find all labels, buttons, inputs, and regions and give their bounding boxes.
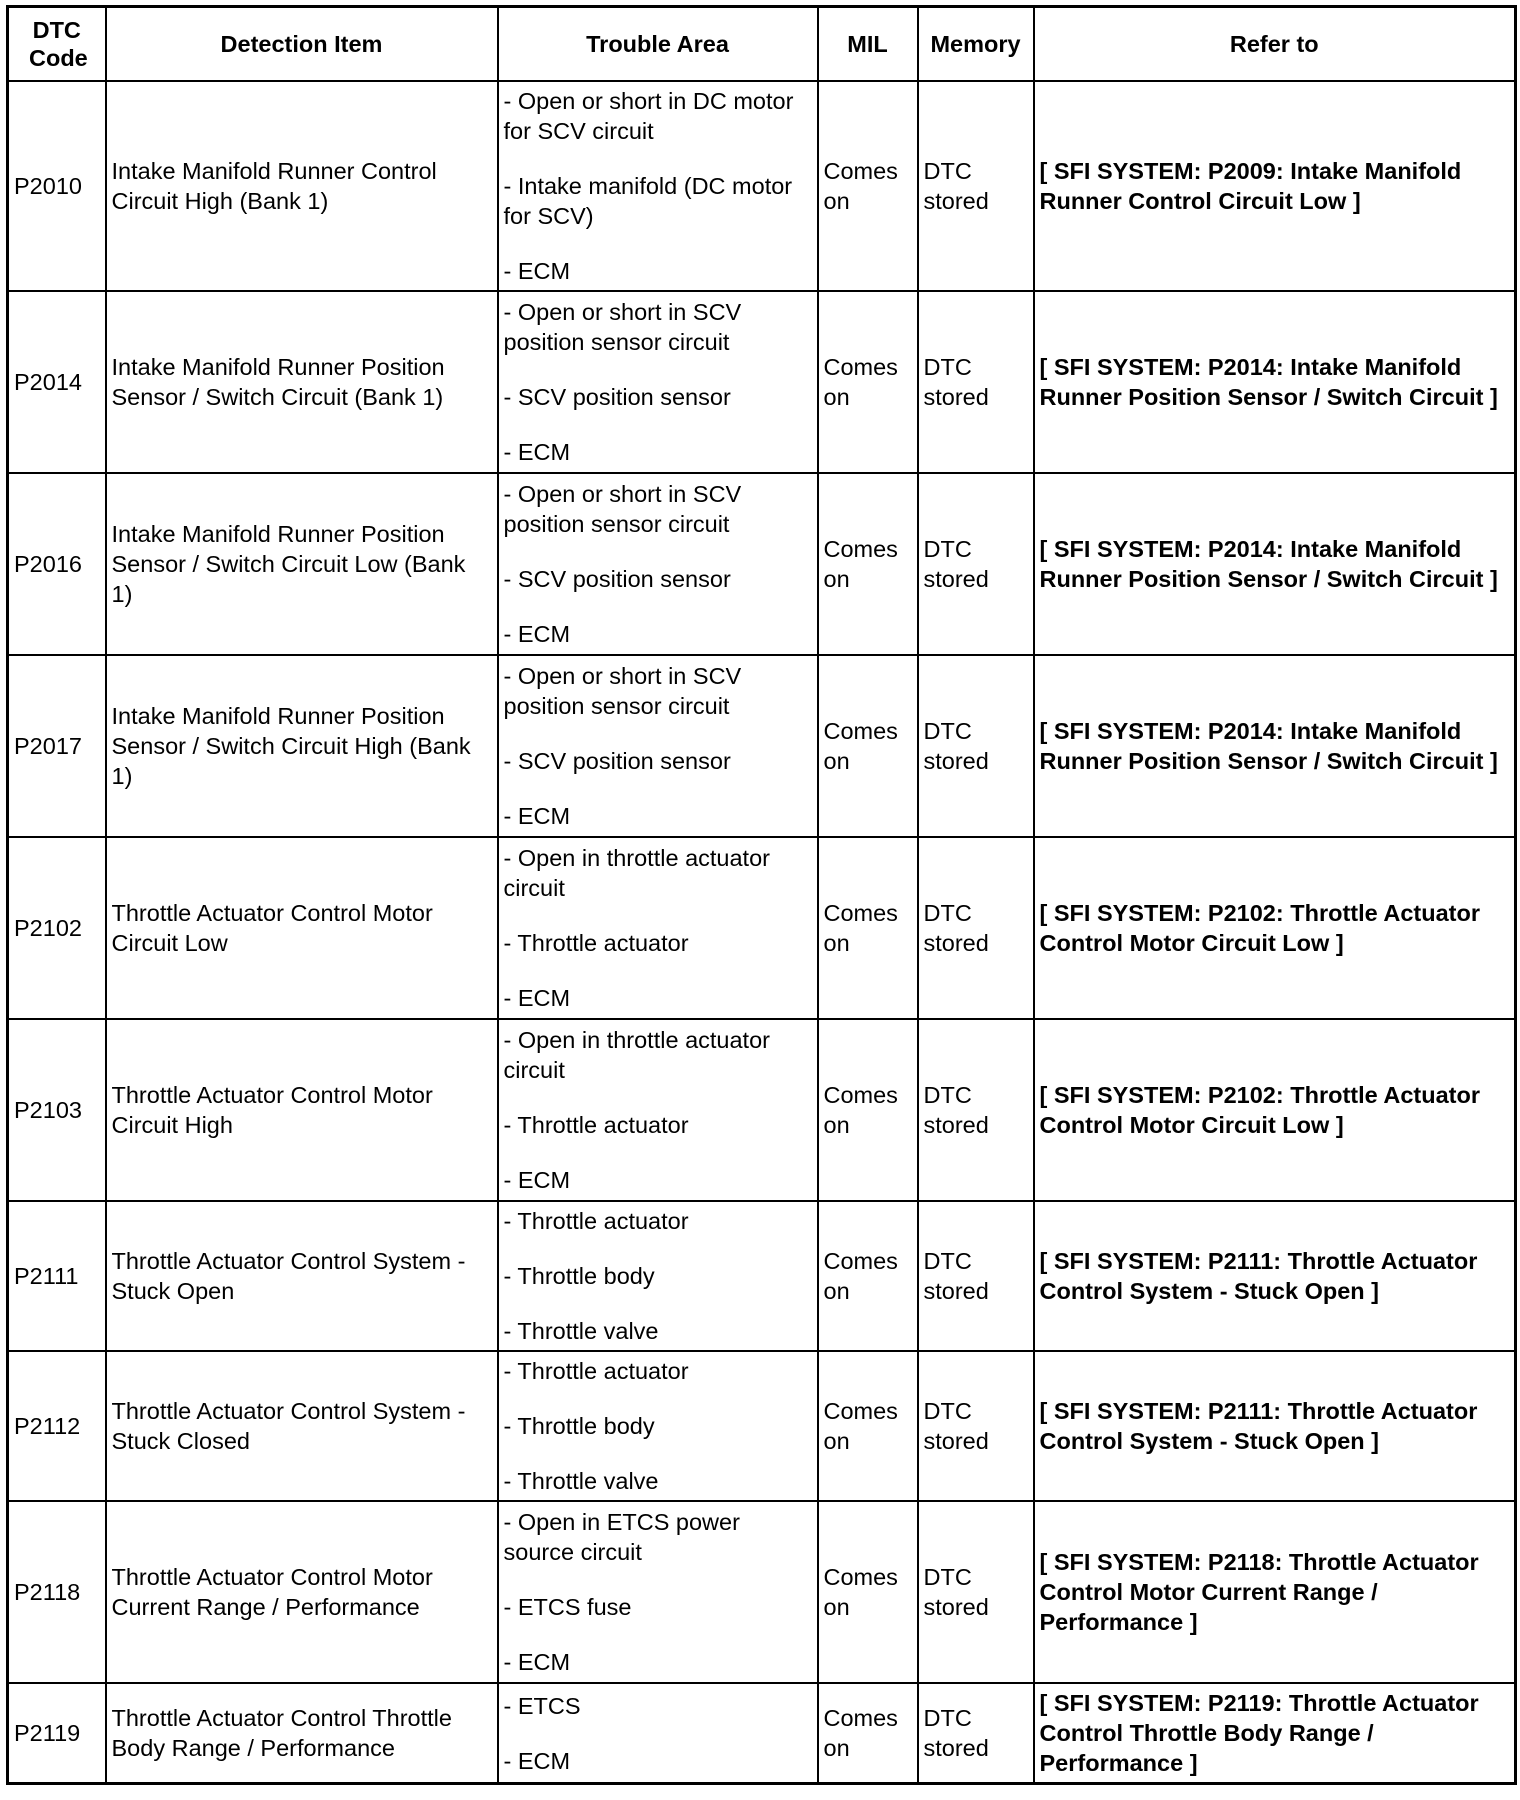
trouble-area-cell <box>498 1019 818 1201</box>
table-row <box>8 1501 1516 1683</box>
mil-cell: Comes on <box>818 1501 918 1683</box>
dtc-code-cell: P2017 <box>8 655 106 837</box>
memory-cell: DTC stored <box>918 473 1034 655</box>
trouble-area-line: - Throttle actuator <box>503 1112 689 1138</box>
table-row <box>8 1201 1516 1351</box>
detection-item-cell: Throttle Actuator Control Motor Current Range / Performance <box>106 1501 498 1683</box>
trouble-area-line: - ETCS fuse <box>503 1594 632 1620</box>
memory-cell: DTC stored <box>918 1351 1034 1501</box>
detection-item-cell: Throttle Actuator Control Motor Circuit Low <box>106 837 498 1019</box>
trouble-area-cell <box>498 291 818 473</box>
refer-to-link[interactable]: [ SFI SYSTEM: P2102: Throttle Actuator Control Motor Circuit Low ] <box>1034 1019 1516 1201</box>
trouble-area-line: - Throttle valve <box>503 1468 659 1494</box>
trouble-area-cell <box>498 1683 818 1784</box>
refer-to-link[interactable]: [ SFI SYSTEM: P2118: Throttle Actuator Control Motor Current Range / Performance ] <box>1034 1501 1516 1683</box>
dtc-code-cell: P2111 <box>8 1201 106 1351</box>
trouble-area-line: - SCV position sensor <box>503 566 731 592</box>
trouble-area-cell <box>498 837 818 1019</box>
trouble-area-line: - ECM <box>503 985 571 1011</box>
trouble-area-line: - SCV position sensor <box>503 384 731 410</box>
trouble-area-line: - Throttle actuator <box>503 930 689 956</box>
detection-item-cell: Throttle Actuator Control System - Stuck Open <box>106 1201 498 1351</box>
detection-item-cell: Intake Manifold Runner Position Sensor / Switch Circuit High (Bank 1) <box>106 655 498 837</box>
dtc-code-cell: P2103 <box>8 1019 106 1201</box>
detection-item-cell: Throttle Actuator Control Throttle Body Range / Performance <box>106 1683 498 1784</box>
table-row <box>8 1683 1516 1784</box>
trouble-area-cell <box>498 655 818 837</box>
trouble-area-cell <box>498 81 818 291</box>
trouble-area-line: - Open or short in DC motor for SCV circuit <box>503 88 794 144</box>
dtc-code-cell: P2016 <box>8 473 106 655</box>
memory-cell: DTC stored <box>918 655 1034 837</box>
mil-cell: Comes on <box>818 837 918 1019</box>
dtc-code-cell: P2014 <box>8 291 106 473</box>
table-row <box>8 473 1516 655</box>
refer-to-link[interactable]: [ SFI SYSTEM: P2014: Intake Manifold Runner Position Sensor / Switch Circuit ] <box>1034 291 1516 473</box>
mil-cell: Comes on <box>818 1019 918 1201</box>
detection-item-cell: Throttle Actuator Control System - Stuck Closed <box>106 1351 498 1501</box>
trouble-area-line: - Throttle valve <box>503 1318 659 1344</box>
mil-cell: Comes on <box>818 291 918 473</box>
memory-cell: DTC stored <box>918 1201 1034 1351</box>
dtc-code-cell: P2102 <box>8 837 106 1019</box>
trouble-area-cell <box>498 1351 818 1501</box>
dtc-code-cell: P2010 <box>8 81 106 291</box>
trouble-area-cell <box>498 473 818 655</box>
header-trouble-area: Trouble Area <box>498 7 818 82</box>
header-detection-item: Detection Item <box>106 7 498 82</box>
memory-cell: DTC stored <box>918 1501 1034 1683</box>
header-dtc-code: DTC Code <box>8 7 106 82</box>
trouble-area-line: - Throttle body <box>503 1263 655 1289</box>
table-row <box>8 1019 1516 1201</box>
trouble-area-line: - ECM <box>503 621 571 647</box>
trouble-area-line: - Intake manifold (DC motor for SCV) <box>503 173 793 229</box>
mil-cell: Comes on <box>818 473 918 655</box>
dtc-table <box>6 5 1517 1785</box>
trouble-area-line: - Throttle actuator <box>503 1358 689 1384</box>
header-refer-to: Refer to <box>1034 7 1516 82</box>
trouble-area-line: - Open in ETCS power source circuit <box>503 1509 740 1565</box>
dtc-chart-sheet <box>6 5 1517 1785</box>
header-row <box>8 7 1516 82</box>
refer-to-link[interactable]: [ SFI SYSTEM: P2119: Throttle Actuator Control Throttle Body Range / Performance ] <box>1034 1683 1516 1784</box>
dtc-code-cell: P2112 <box>8 1351 106 1501</box>
trouble-area-line: - ECM <box>503 1747 571 1774</box>
mil-cell: Comes on <box>818 1351 918 1501</box>
mil-cell: Comes on <box>818 81 918 291</box>
detection-item-cell: Throttle Actuator Control Motor Circuit High <box>106 1019 498 1201</box>
detection-item-cell: Intake Manifold Runner Control Circuit High (Bank 1) <box>106 81 498 291</box>
mil-cell: Comes on <box>818 1683 918 1784</box>
trouble-area-cell <box>498 1501 818 1683</box>
header-mil: MIL <box>818 7 918 82</box>
trouble-area-line: - Open in throttle actuator circuit <box>503 845 770 901</box>
refer-to-link[interactable]: [ SFI SYSTEM: P2111: Throttle Actuator Control System - Stuck Open ] <box>1034 1351 1516 1501</box>
memory-cell: DTC stored <box>918 291 1034 473</box>
table-row <box>8 291 1516 473</box>
trouble-area-line: - Throttle actuator <box>503 1208 689 1234</box>
table-row <box>8 1351 1516 1501</box>
detection-item-cell: Intake Manifold Runner Position Sensor / Switch Circuit Low (Bank 1) <box>106 473 498 655</box>
trouble-area-line: - ECM <box>503 1167 571 1193</box>
trouble-area-line: - ECM <box>503 258 571 284</box>
trouble-area-line: - SCV position sensor <box>503 748 731 774</box>
memory-cell: DTC stored <box>918 81 1034 291</box>
dtc-code-cell: P2118 <box>8 1501 106 1683</box>
mil-cell: Comes on <box>818 1201 918 1351</box>
table-row <box>8 81 1516 291</box>
trouble-area-line: - ECM <box>503 1649 571 1675</box>
table-row <box>8 655 1516 837</box>
trouble-area-line: - ETCS <box>503 1692 581 1719</box>
dtc-code-cell: P2119 <box>8 1683 106 1784</box>
memory-cell: DTC stored <box>918 837 1034 1019</box>
trouble-area-line: - ECM <box>503 803 571 829</box>
trouble-area-line: - Open or short in SCV position sensor circuit <box>503 481 742 537</box>
table-row <box>8 837 1516 1019</box>
trouble-area-line: - Throttle body <box>503 1413 655 1439</box>
refer-to-link[interactable]: [ SFI SYSTEM: P2014: Intake Manifold Runner Position Sensor / Switch Circuit ] <box>1034 473 1516 655</box>
refer-to-link[interactable]: [ SFI SYSTEM: P2111: Throttle Actuator Control System - Stuck Open ] <box>1034 1201 1516 1351</box>
refer-to-link[interactable]: [ SFI SYSTEM: P2102: Throttle Actuator Control Motor Circuit Low ] <box>1034 837 1516 1019</box>
trouble-area-line: - ECM <box>503 439 571 465</box>
header-memory: Memory <box>918 7 1034 82</box>
trouble-area-line: - Open or short in SCV position sensor circuit <box>503 299 742 355</box>
detection-item-cell: Intake Manifold Runner Position Sensor / Switch Circuit (Bank 1) <box>106 291 498 473</box>
trouble-area-line: - Open in throttle actuator circuit <box>503 1027 770 1083</box>
refer-to-link[interactable]: [ SFI SYSTEM: P2014: Intake Manifold Runner Position Sensor / Switch Circuit ] <box>1034 655 1516 837</box>
trouble-area-line: - Open or short in SCV position sensor circuit <box>503 663 742 719</box>
memory-cell: DTC stored <box>918 1019 1034 1201</box>
mil-cell: Comes on <box>818 655 918 837</box>
memory-cell: DTC stored <box>918 1683 1034 1784</box>
trouble-area-cell <box>498 1201 818 1351</box>
refer-to-link[interactable]: [ SFI SYSTEM: P2009: Intake Manifold Runner Control Circuit Low ] <box>1034 81 1516 291</box>
